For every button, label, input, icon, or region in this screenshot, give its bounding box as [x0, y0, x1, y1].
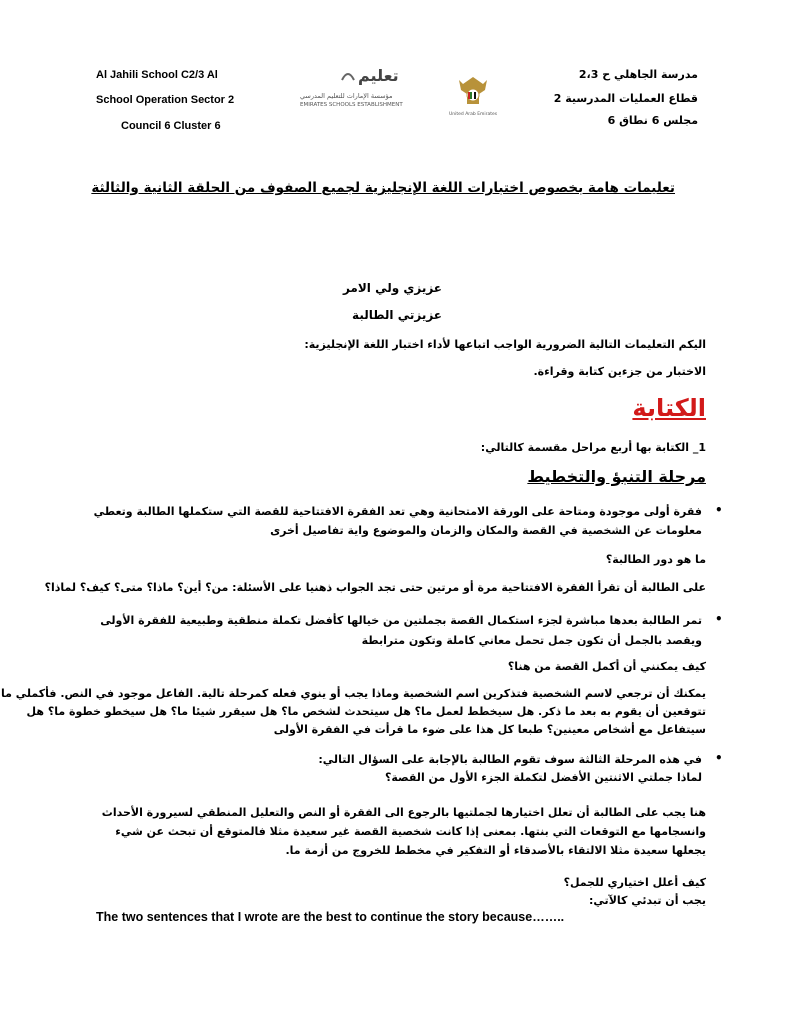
- role-text: على الطالبة أن تقرأ الفقرة الافتتاحية مرة أو مرتين حتى تجد الجواب ذهنيا على الأسئلة: من؟ أين؟ ماذا؟ متى؟ كيف؟ لماذا؟: [44, 581, 706, 594]
- emirates-schools-logo: [296, 66, 436, 112]
- logo-mark-icon: [340, 67, 356, 86]
- header-en-line-2: School Operation Sector 2: [96, 94, 235, 106]
- stage-heading: مرحلة التنبؤ والتخطيط: [527, 467, 706, 486]
- header-ar-line-3: مجلس 6 نطاق 6: [607, 114, 698, 127]
- header-en-line-3: Council 6 Cluster 6: [121, 120, 221, 132]
- bullet-3-line-2: لماذا جملتي الاثنتين الأفضل لتكملة الجزء الأول من القصة؟: [385, 771, 702, 784]
- bullet-dot: •: [715, 503, 723, 517]
- point-1: 1_ الكتابة بها أربع مراحل مقسمة كالتالي:: [480, 441, 706, 454]
- how-question: كيف يمكنني أن أكمل القصة من هنا؟: [507, 660, 706, 673]
- emblem-caption: United Arab Emirates: [449, 112, 498, 117]
- intro-line-1: اليكم التعليمات التالية الضرورية الواجب اتباعها لأداء اختبار اللغة الإنجليزية:: [304, 338, 706, 351]
- justify-line-1: هنا يجب على الطالبة أن تعلل اختيارها لجملتيها بالرجوع الى الفقرة أو النص والتعليل المنطقي لسيرورة الأحداث: [101, 806, 706, 819]
- bullet-1-line-2: معلومات عن الشخصية في القصة والمكان والزمان والموضوع واية تفاصيل أخرى: [270, 524, 702, 537]
- header-ar-line-2: قطاع العمليات المدرسية 2: [553, 92, 698, 105]
- uae-emblem-icon: [449, 74, 498, 120]
- intro-line-2: الاختبار من جزءين كتابة وقراءة.: [533, 365, 706, 378]
- how-text-line-2: تتوقعين أن يقوم به بعد ما ذكر. هل سيخطط لعمل ما؟ هل سيتحدث لشخص ما؟ هل سيقرر شيئا ما؟ هل سيخطو خطوة ما؟ هل: [26, 705, 706, 718]
- writing-heading: الكتابة: [632, 394, 706, 422]
- how-text-line-3: سيتفاعل مع أشخاص معينين؟ طبعا كل هذا على ضوء ما قرأت في الفقرة الأولى: [273, 723, 706, 736]
- logo-arabic-sub: مؤسسة الإمارات للتعليم المدرسي: [300, 92, 393, 100]
- bullet-2-line-2: ويقصد بالجمل أن تكون جمل تحمل معاني كاملة وتكون مترابطة: [361, 634, 702, 647]
- bullet-3-line-1: في هذه المرحلة الثالثة سوف تقوم الطالبة بالإجابة على السؤال التالي:: [318, 753, 702, 766]
- header-ar-line-1: مدرسة الجاهلي ح 2،3: [578, 68, 698, 81]
- start-like-text: يجب أن تبدئي كالآتي:: [589, 894, 706, 907]
- bullet-dot: •: [715, 612, 723, 626]
- justify-question: كيف أعلل اختياري للجمل؟: [563, 876, 706, 889]
- greeting-parent: عزيزي ولي الامر: [342, 281, 442, 295]
- bullet-dot: •: [715, 751, 723, 765]
- bullet-1-line-1: فقرة أولى موجودة ومتاحة على الورقة الامتحانية وهي تعد الفقرة الافتتاحية للقصة التي ستكملها الطالبة وتعطي: [93, 505, 702, 518]
- document-title: تعليمات هامة بخصوص اختبارات اللغة الإنجليزية لجميع الصفوف من الحلقة الثانية والثالثة: [91, 180, 675, 196]
- english-sentence: The two sentences that I wrote are the best to continue the story because……..: [96, 910, 565, 924]
- justify-line-3: يجعلها سعيدة مثلا الالتقاء بالأصدقاء أو التفكير في مخطط للخروج من أزمة ما.: [285, 844, 706, 857]
- logo-english-sub: EMIRATES SCHOOLS ESTABLISHMENT: [300, 102, 403, 108]
- logo-arabic-text: تعليم: [358, 66, 399, 85]
- greeting-student: عزيزتي الطالبة: [352, 308, 442, 322]
- how-text-line-1: يمكنك أن ترجعي لاسم الشخصية فتذكرين اسم الشخصية وماذا يجب أو ينوي فعله كمرحلة تالية. الفاعل موجود في النص. فأكملي ما: [1, 687, 706, 700]
- bullet-2-line-1: تمر الطالبة بعدها مباشرة لجزء استكمال القصة بجملتين من خيالها كأفضل تكملة منطقية وطبيعية للفقرة الأولى: [100, 614, 702, 627]
- role-question: ما هو دور الطالبة؟: [605, 553, 706, 566]
- justify-line-2: وانسجامها مع التوقعات التي بنتها. بمعنى إذا كانت شخصية القصة غير سعيدة مثلا فالمتوقع أن تبحث عن شيء: [115, 825, 706, 838]
- header-en-line-1: Al Jahili School C2/3 Al: [96, 69, 218, 81]
